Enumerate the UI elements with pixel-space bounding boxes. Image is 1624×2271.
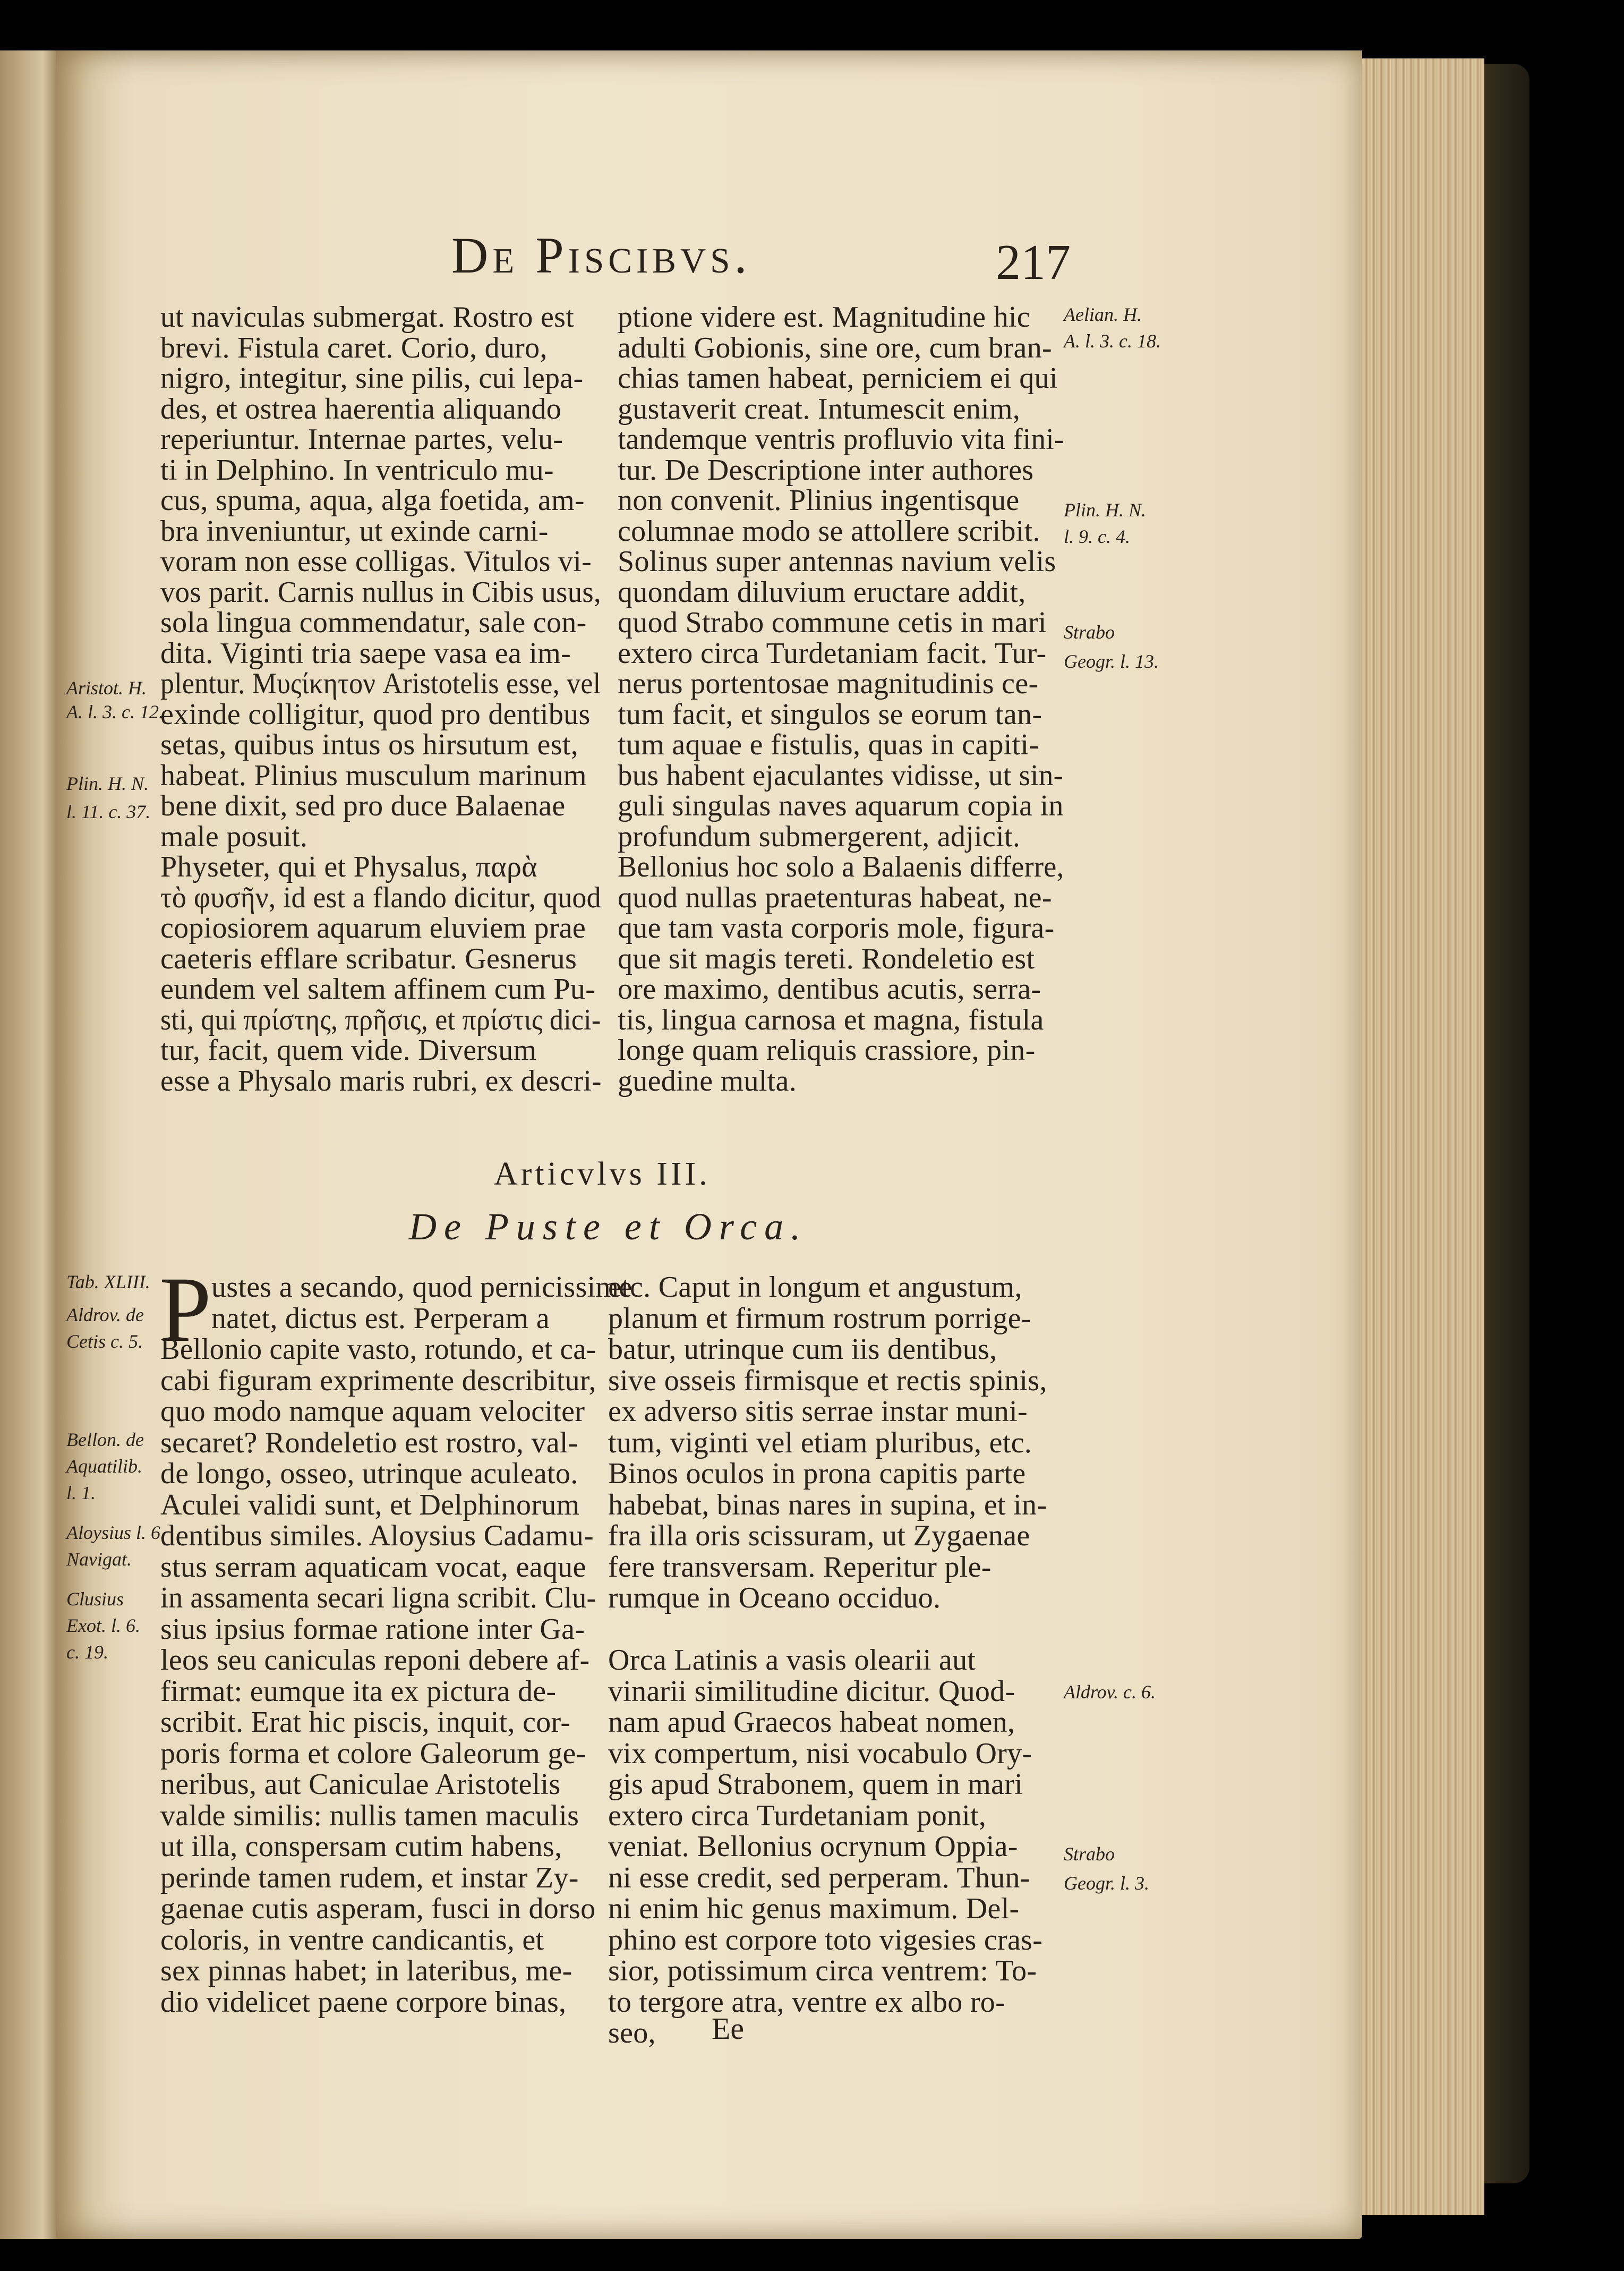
margin-note: Plin. H. N.: [66, 773, 149, 794]
text-line: voram non esse colligas. Vitulos vi-: [160, 545, 592, 578]
margin-note: Aquatilib.: [66, 1456, 142, 1477]
text-line: quod Strabo commune cetis in mari: [618, 606, 1047, 639]
page-number: 217: [996, 235, 1071, 290]
text-line: nerus portentosae magnitudinis ce-: [618, 667, 1039, 700]
text-line: sola lingua commendatur, sale con-: [160, 606, 587, 639]
text-line: dio videlicet paene corpore binas,: [160, 1985, 567, 2019]
text-line: natet, dictus est. Perperam a: [211, 1302, 550, 1335]
text-line: nigro, integitur, sine pilis, cui lepa-: [160, 362, 584, 395]
text-line: guedine multa.: [618, 1064, 797, 1098]
margin-note: Geogr. l. 3.: [1064, 1873, 1149, 1894]
text-line: Binos oculos in prona capitis parte: [608, 1457, 1026, 1490]
text-line: tandemque ventris profluvio vita fini-: [618, 423, 1064, 456]
margin-note: Aldrov. c. 6.: [1064, 1681, 1156, 1703]
text-line: ni esse credit, sed perperam. Thun-: [608, 1861, 1030, 1894]
margin-note: Aristot. H.: [66, 677, 147, 699]
text-line: bus habent ejaculantes vidisse, ut sin-: [618, 759, 1064, 792]
text-line: sex pinnas habet; in lateribus, me-: [160, 1954, 572, 1987]
text-line: non convenit. Plinius ingentisque: [618, 484, 1020, 517]
text-line: dentibus similes. Aloysius Cadamu-: [160, 1519, 594, 1552]
margin-note: A. l. 3. c. 18.: [1064, 330, 1161, 352]
text-line: brevi. Fistula caret. Corio, duro,: [160, 331, 548, 364]
text-line: dita. Viginti tria saepe vasa ea im-: [160, 636, 571, 670]
drop-cap: P: [159, 1258, 211, 1362]
text-line: que sit magis tereti. Rondeletio est: [618, 942, 1035, 975]
margin-note: Cetis c. 5.: [66, 1331, 143, 1352]
margin-note: Navigat.: [66, 1549, 132, 1570]
text-line: tum facit, et singulos se eorum tan-: [618, 698, 1042, 731]
text-line: Bellonio capite vasto, rotundo, et ca-: [160, 1333, 596, 1366]
text-line: bene dixit, sed pro duce Balaenae: [160, 789, 566, 822]
text-line: extero circa Turdetaniam facit. Tur-: [618, 636, 1047, 670]
margin-note: Aldrov. de: [66, 1304, 144, 1325]
text-line: bra inveniuntur, ut exinde carni-: [160, 514, 549, 548]
text-line: nam apud Graecos habeat nomen,: [608, 1706, 1015, 1739]
margin-note: A. l. 3. c. 12.: [66, 701, 164, 722]
text-line: adulti Gobionis, sine ore, cum bran-: [618, 331, 1052, 364]
running-header-title: De Piscibvs.: [451, 227, 751, 284]
text-line: cus, spuma, aqua, alga foetida, am-: [160, 484, 585, 517]
text-line: esse a Physalo maris rubri, ex descri-: [160, 1064, 602, 1098]
left-page-edge: [0, 50, 61, 2239]
margin-note: Clusius: [66, 1588, 124, 1610]
text-line: ut illa, conspersam cutim habens,: [160, 1830, 562, 1863]
text-line: stus serram aquaticam vocat, eaque: [160, 1550, 586, 1584]
text-line: firmat: eumque ita ex pictura de-: [160, 1674, 557, 1708]
text-line: ut naviculas submergat. Rostro est: [160, 301, 575, 334]
text-line: Bellonius hoc solo a Balaenis differre,: [618, 850, 1064, 883]
text-line: setas, quibus intus os hirsutum est,: [160, 728, 579, 761]
text-line: tum, viginti vel etiam pluribus, etc.: [608, 1426, 1032, 1459]
text-line: guli singulas naves aquarum copia in: [618, 789, 1064, 822]
text-line: tur. De Descriptione inter authores: [618, 453, 1034, 487]
margin-note: Bellon. de: [66, 1429, 144, 1450]
text-line: leos seu caniculas reponi debere af-: [160, 1644, 590, 1677]
margin-note: Exot. l. 6.: [66, 1615, 140, 1636]
text-line: poris forma et colore Galeorum ge-: [160, 1737, 586, 1770]
text-line: cabi figuram exprimente describitur,: [160, 1364, 596, 1397]
text-line: rumque in Oceano occiduo.: [608, 1581, 941, 1614]
text-line: τὸ φυσῆν, id est a flando dicitur, quod: [160, 881, 601, 914]
margin-note: Strabo: [1064, 622, 1115, 643]
text-line: male posuit.: [160, 820, 308, 853]
text-line: fere transversam. Reperitur ple-: [608, 1550, 992, 1584]
margin-note: Plin. H. N.: [1064, 499, 1147, 521]
text-line: exinde colligitur, quod pro dentibus: [160, 698, 591, 731]
text-line: neribus, aut Caniculae Aristotelis: [160, 1768, 561, 1801]
text-line: in assamenta secari ligna scribit. Clu-: [160, 1581, 596, 1614]
text-line: tur, facit, quem vide. Diversum: [160, 1034, 537, 1067]
text-line: seo,: [608, 2017, 656, 2049]
margin-note: l. 11. c. 37.: [66, 801, 151, 822]
text-line: Orca Latinis a vasis olearii aut: [608, 1644, 976, 1677]
text-line: sior, potissimum circa ventrem: To-: [608, 1954, 1037, 1987]
text-line: vix compertum, nisi vocabulo Ory-: [608, 1737, 1032, 1770]
text-line: Physeter, qui et Physalus, παρὰ: [160, 850, 537, 883]
section-title: De Puste et Orca.: [409, 1205, 808, 1248]
text-line: scribit. Erat hic piscis, inquit, cor-: [160, 1706, 571, 1739]
text-line: ptione videre est. Magnitudine hic: [618, 301, 1030, 334]
text-line: to tergore atra, ventre ex albo ro-: [608, 1985, 1006, 2019]
margin-note: Geogr. l. 13.: [1064, 651, 1159, 672]
text-line: etc. Caput in longum et angustum,: [608, 1271, 1022, 1304]
signature-mark: Ee: [712, 2011, 745, 2046]
text-line: secaret? Rondeletio est rostro, val-: [160, 1426, 578, 1459]
margin-note: Aloysius l. 6.: [66, 1522, 165, 1543]
text-line: sius ipsius formae ratione inter Ga-: [160, 1612, 585, 1646]
text-line: tum aquae e fistulis, quas in capiti-: [618, 728, 1039, 761]
text-line: ti in Delphino. In ventriculo mu-: [160, 453, 554, 487]
text-line: que tam vasta corporis mole, figura-: [618, 912, 1055, 945]
text-line: gaenae cutis asperam, fusci in dorso: [160, 1892, 596, 1925]
text-line: gis apud Strabonem, quem in mari: [608, 1768, 1023, 1801]
text-line: tis, lingua carnosa et magna, fistula: [618, 1003, 1044, 1036]
text-line: ni enim hic genus maximum. Del-: [608, 1892, 1020, 1925]
margin-note: Strabo: [1064, 1843, 1115, 1865]
text-line: quod nullas praetenturas habeat, ne-: [618, 881, 1052, 914]
text-line: veniat. Bellonius ocrynum Oppia-: [608, 1830, 1018, 1863]
margin-note: l. 9. c. 4.: [1064, 526, 1130, 547]
text-line: copiosiorem aquarum eluviem prae: [160, 912, 586, 945]
text-line: planum et firmum rostrum porrige-: [608, 1302, 1031, 1335]
text-line: des, et ostrea haerentia aliquando: [160, 392, 561, 426]
margin-note: c. 19.: [66, 1641, 108, 1663]
text-line: perinde tamen rudem, et instar Zy-: [160, 1861, 579, 1894]
text-line: quo modo namque aquam velociter: [160, 1395, 585, 1428]
text-line: Aculei validi sunt, et Delphinorum: [160, 1488, 580, 1521]
text-line: longe quam reliquis crassiore, pin-: [618, 1034, 1036, 1067]
text-line: ex adverso sitis serrae instar muni-: [608, 1395, 1028, 1428]
text-line: fra illa oris scissuram, ut Zygaenae: [608, 1519, 1030, 1552]
margin-note: Tab. XLIII.: [66, 1271, 150, 1292]
text-line: vinarii similitudine dicitur. Quod-: [608, 1674, 1015, 1708]
margin-note: l. 1.: [66, 1482, 96, 1503]
text-line: de longo, osseo, utrinque aculeato.: [160, 1457, 578, 1490]
text-line: caeteris efflare scribatur. Gesnerus: [160, 942, 577, 975]
text-line: columnae modo se attollere scribit.: [618, 514, 1040, 548]
text-line: reperiuntur. Internae partes, velu-: [160, 423, 563, 456]
text-line: profundum submergerent, adjicit.: [618, 820, 1021, 853]
text-line: extero circa Turdetaniam ponit,: [608, 1799, 987, 1832]
text-line: coloris, in ventre candicantis, et: [160, 1923, 544, 1957]
margin-note: Aelian. H.: [1064, 304, 1142, 325]
article-heading: Articvlvs III.: [494, 1156, 711, 1192]
text-line: phino est corpore toto vigesies cras-: [608, 1923, 1043, 1957]
text-line: habeat. Plinius musculum marinum: [160, 759, 587, 792]
text-line: vos parit. Carnis nullus in Cibis usus,: [160, 575, 601, 609]
text-line: chias tamen habeat, perniciem ei qui: [618, 362, 1058, 395]
text-line: Solinus super antennas navium velis: [618, 545, 1056, 578]
text-line: eundem vel saltem affinem cum Pu-: [160, 973, 596, 1006]
text-line: batur, utrinque cum iis dentibus,: [608, 1333, 997, 1366]
text-line: gustaverit creat. Intumescit enim,: [618, 392, 1021, 426]
text-line: ustes a secando, quod pernicissime: [211, 1271, 632, 1304]
text-line: valde similis: nullis tamen maculis: [160, 1799, 579, 1832]
text-line: sive osseis firmisque et rectis spinis,: [608, 1364, 1047, 1397]
text-line: sti, qui πρίστης, πρῆσις, et πρίστις dici-: [160, 1003, 601, 1036]
text-line: quondam diluvium eructare addit,: [618, 575, 1026, 609]
text-line: plentur. Μυςίκητον Aristotelis esse, vel: [160, 667, 601, 700]
text-line: habebat, binas nares in supina, et in-: [608, 1488, 1047, 1521]
text-line: ore maximo, dentibus acutis, serra-: [618, 973, 1041, 1006]
